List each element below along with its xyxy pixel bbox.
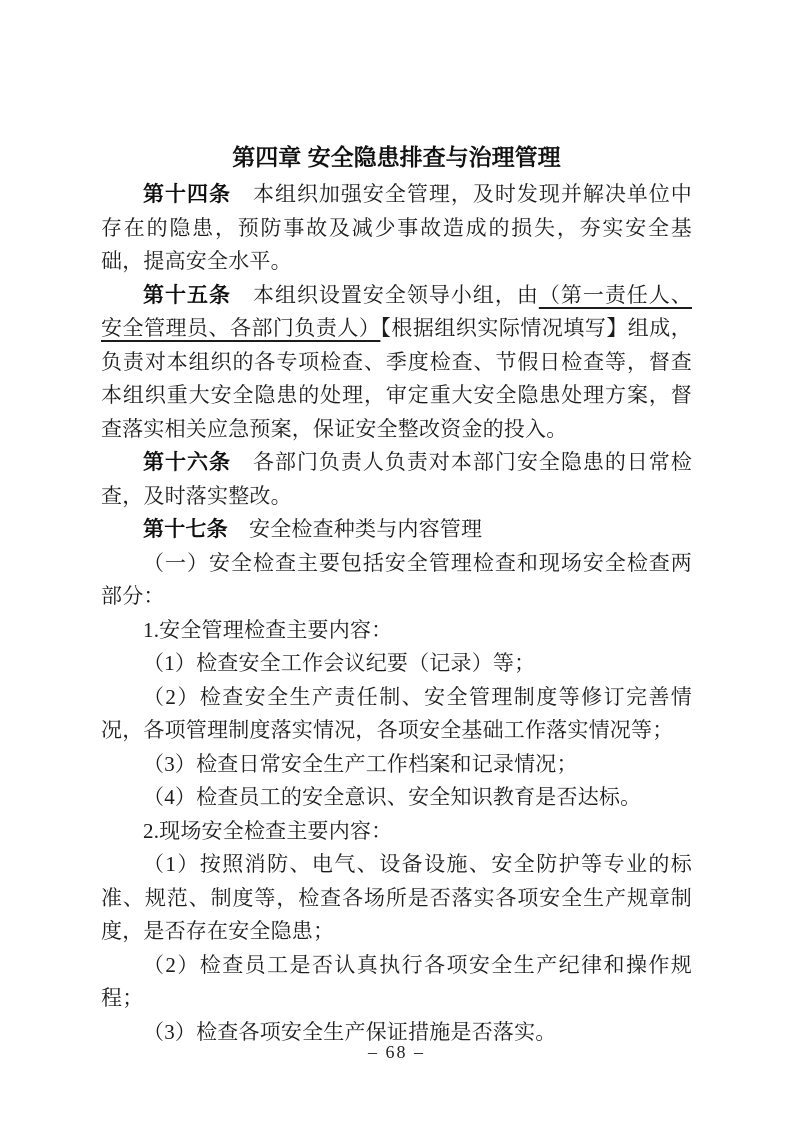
document-paragraphs	[101, 178, 692, 1049]
paragraph	[101, 681, 692, 748]
paragraph	[101, 815, 692, 849]
paragraph	[101, 614, 692, 648]
paragraph-text: （4）检查员工的安全意识、安全知识教育是否达标。	[143, 785, 642, 809]
paragraph-text: （1）检查安全工作会议纪要（记录）等；	[143, 651, 536, 675]
paragraph	[101, 647, 692, 681]
document-body	[101, 139, 692, 1049]
article-number: 第十七条	[143, 517, 228, 541]
paragraph	[101, 178, 692, 279]
paragraph-text: 本组织加强安全管理，及时发现并解决单位中存在的隐患，预防事故及减少事故造成的损失，夯实安全基础，提高安全水平。	[101, 182, 692, 273]
paragraph	[101, 446, 692, 513]
paragraph	[101, 748, 692, 782]
paragraph	[101, 513, 692, 547]
paragraph-text: 1.安全管理检查主要内容：	[143, 617, 393, 642]
paragraph-text: （3）检查日常安全生产工作档案和记录情况；	[143, 751, 578, 776]
paragraph	[101, 547, 692, 614]
chapter-title: 第四章 安全隐患排查与治理管理	[232, 144, 561, 170]
paragraph-text: 2.现场安全检查主要内容：	[143, 818, 393, 843]
article-number: 第十四条	[143, 182, 231, 206]
paragraph	[101, 848, 692, 949]
article-number: 第十六条	[143, 450, 231, 474]
paragraph-text: （2）检查员工是否认真执行各项安全生产纪律和操作规程；	[101, 952, 692, 1010]
paragraph-text: （2）检查安全生产责任制、安全管理制度等修订完善情况，各项管理制度落实情况，各项安全基础工作落实情况等；	[101, 684, 692, 742]
article-number: 第十五条	[143, 282, 231, 307]
paragraph-text: 本组织设置安全领导小组，由	[230, 282, 539, 307]
paragraph	[101, 949, 692, 1016]
paragraph-text: 各部门负责人负责对本部门安全隐患的日常检查，及时落实整改。	[101, 450, 692, 508]
paragraph	[101, 781, 692, 815]
page-number: – 68 –	[368, 1042, 425, 1062]
paragraph	[101, 279, 692, 447]
paragraph-text: 安全检查种类与内容管理	[227, 517, 483, 541]
paragraph-text: （一）安全检查主要包括安全管理检查和现场安全检查两部分：	[101, 550, 692, 608]
paragraph-text: 【根据组织实际情况填写】组成，负责对本组织的各专项检查、季度检查、节假日检查等，督查本组织重大安全隐患的处理，审定重大安全隐患处理方案，督查落实相关应急预案，保证安全整改资金的投入。	[101, 316, 692, 441]
paragraph-text: （1）按照消防、电气、设备设施、安全防护等专业的标准、规范、制度等，检查各场所是否落实各项安全生产规章制度，是否存在安全隐患；	[101, 852, 692, 943]
fill-in-blank-text: （第一责任人、安全管理员、各部门负责人）	[101, 282, 692, 340]
paragraph-text: （3）检查各项安全生产保证措施是否落实。	[143, 1019, 557, 1044]
